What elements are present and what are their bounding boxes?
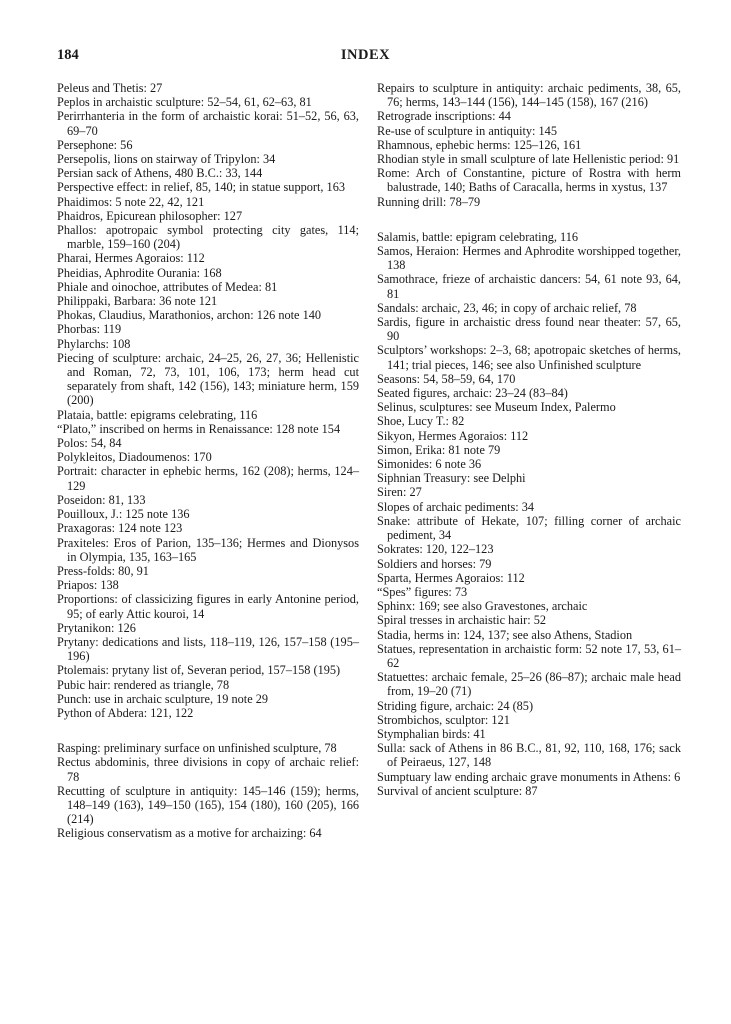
index-entry: Perspective effect: in relief, 85, 140; in statue support, 163 xyxy=(57,180,345,195)
index-entry: Samothrace, frieze of archaistic dancers: 54, 61 note 93, 64, 81 xyxy=(377,272,681,301)
index-entry: Phallos: apotropaic symbol protecting city gates, 114; marble, 159–160 (204) xyxy=(57,223,359,252)
index-entry: Persian sack of Athens, 480 B.C.: 33, 144 xyxy=(57,166,263,181)
index-entry: Prytanikon: 126 xyxy=(57,620,136,635)
index-entry: Press-folds: 80, 91 xyxy=(57,563,149,578)
index-entry: Snake: attribute of Hekate, 107; filling corner of archaic pediment, 34 xyxy=(377,513,681,543)
index-entry: Sardis, figure in archaistic dress found near theater: 57, 65, 90 xyxy=(377,315,681,344)
index-entry: Phiale and oinochoe, attributes of Medea: 81 xyxy=(57,279,278,294)
index-entry: Priapos: 138 xyxy=(57,578,119,593)
index-entry: Phylarchs: 108 xyxy=(57,336,131,351)
index-entry: Sikyon, Hermes Agoraios: 112 xyxy=(377,428,529,443)
index-entry: Persephone: 56 xyxy=(57,137,133,152)
index-entry: Plataia, battle: epigrams celebrating, 116 xyxy=(57,407,258,422)
index-entry: Survival of ancient sculpture: 87 xyxy=(377,783,538,798)
index-entry: Perirrhanteria in the form of archaistic korai: 51–52, 56, 63, 69–70 xyxy=(57,109,359,138)
index-entry: Pheidias, Aphrodite Ourania: 168 xyxy=(57,265,222,280)
index-entry: Siphnian Treasury: see Delphi xyxy=(377,471,526,486)
index-entry: Phokas, Claudius, Marathonios, archon: 126 note 140 xyxy=(57,308,322,323)
index-entry: Pharai, Hermes Agoraios: 112 xyxy=(57,251,205,266)
index-entry: Strombichos, sculptor: 121 xyxy=(377,712,510,727)
page-number: 184 xyxy=(57,47,79,63)
index-entry: Peleus and Thetis: 27 xyxy=(57,81,163,95)
index-entry: Siren: 27 xyxy=(377,485,422,500)
index-entry: Philippaki, Barbara: 36 note 121 xyxy=(57,294,218,309)
index-entry: Praxagoras: 124 note 123 xyxy=(57,521,183,536)
index-entry: Statuettes: archaic female, 25–26 (86–87); archaic male head from, 19–20 (71) xyxy=(377,670,681,699)
index-entry: Shoe, Lucy T.: 82 xyxy=(377,414,465,429)
index-entry: Rectus abdominis, three divisions in copy of archaic relief: 78 xyxy=(57,755,359,784)
index-entry: Persepolis, lions on stairway of Tripylon: 34 xyxy=(57,152,276,167)
index-entry: Retrograde inscriptions: 44 xyxy=(377,109,511,124)
index-group-p xyxy=(57,81,359,720)
index-entry: Rasping: preliminary surface on unfinished sculpture, 78 xyxy=(57,741,337,756)
index-entry: Phaidimos: 5 note 22, 42, 121 xyxy=(57,194,205,209)
index-entry: Rhodian style in small sculpture of late Hellenistic period: 91 xyxy=(377,152,680,167)
index-entry: “Plato,” inscribed on herms in Renaissance: 128 note 154 xyxy=(57,421,341,436)
index-entry: Re-use of sculpture in antiquity: 145 xyxy=(377,123,557,138)
index-entry: Repairs to sculpture in antiquity: archaic pediments, 38, 65, 76; herms, 143–144 (156), 144–145 (158), 167 (216) xyxy=(377,81,681,110)
index-entry: Selinus, sculptures: see Museum Index, Palermo xyxy=(377,400,616,415)
index-entry: Prytany: dedications and lists, 118–119, 126, 157–158 (195–196) xyxy=(57,634,359,664)
index-entry: Stymphalian birds: 41 xyxy=(377,726,486,741)
index-entry: Religious conservatism as a motive for archaizing: 64 xyxy=(57,826,322,841)
running-head: INDEX xyxy=(340,47,391,63)
index-entry: Sokrates: 120, 122–123 xyxy=(377,542,494,557)
index-entry: Peplos in archaistic sculpture: 52–54, 61, 62–63, 81 xyxy=(57,95,312,110)
index-entry: Slopes of archaic pediments: 34 xyxy=(377,499,535,514)
index-entry: Praxiteles: Eros of Parion, 135–136; Hermes and Dionysos in Olympia, 135, 163–165 xyxy=(57,535,359,564)
index-entry: Sculptors’ workshops: 2–3, 68; apotropaic sketches of herms, 141; trial pieces, 146; see also Unfinished sculpture xyxy=(377,343,681,372)
index-entry: Sumptuary law ending archaic grave monuments in Athens: 6 xyxy=(377,769,681,784)
index-entry: Phorbas: 119 xyxy=(57,322,122,337)
index-entry: Seated figures, archaic: 23–24 (83–84) xyxy=(377,386,568,401)
index-entry: “Spes” figures: 73 xyxy=(377,584,468,599)
index-entry: Portrait: character in ephebic herms, 162 (208); herms, 124–129 xyxy=(57,464,359,493)
index-entry: Statues, representation in archaistic form: 52 note 17, 53, 61–62 xyxy=(377,641,681,670)
index-entry: Striding figure, archaic: 24 (85) xyxy=(377,698,534,713)
index-entry: Piecing of sculpture: archaic, 24–25, 26, 27, 36; Hellenistic and Roman, 72, 73, 101, 106, 173; herm head cut separately from shaft, 142 (156), 143; miniature herm, 159 (200) xyxy=(57,350,359,408)
index-entry: Sandals: archaic, 23, 46; in copy of archaic relief, 78 xyxy=(377,300,637,315)
index-entry: Simon, Erika: 81 note 79 xyxy=(377,442,501,457)
index-column-left xyxy=(57,81,359,841)
index-entry: Poseidon: 81, 133 xyxy=(57,492,146,507)
index-entry: Pouilloux, J.: 125 note 136 xyxy=(57,507,190,522)
index-entry: Rhamnous, ephebic herms: 125–126, 161 xyxy=(377,137,582,152)
index-entry: Soldiers and horses: 79 xyxy=(377,556,492,571)
index-entry: Pubic hair: rendered as triangle, 78 xyxy=(57,677,230,692)
index-entry: Polos: 54, 84 xyxy=(57,436,122,451)
index-entry: Stadia, herms in: 124, 137; see also Athens, Stadion xyxy=(377,627,633,642)
index-group-s xyxy=(377,230,681,798)
index-entry: Sphinx: 169; see also Gravestones, archaic xyxy=(377,599,588,614)
index-entry: Rome: Arch of Constantine, picture of Rostra with herm balustrade, 140; Baths of Caracalla, herms in xystus, 137 xyxy=(377,166,681,195)
index-entry: Salamis, battle: epigram celebrating, 116 xyxy=(377,229,579,244)
index-group-r xyxy=(57,741,359,840)
index-group-r-cont xyxy=(377,81,681,209)
index-entry: Python of Abdera: 121, 122 xyxy=(57,705,194,720)
index-column-right xyxy=(377,81,681,798)
index-entry: Ptolemais: prytany list of, Severan period, 157–158 (195) xyxy=(57,663,341,678)
index-entry: Sparta, Hermes Agoraios: 112 xyxy=(377,570,525,585)
index-entry: Punch: use in archaic sculpture, 19 note 29 xyxy=(57,691,269,706)
index-entry: Recutting of sculpture in antiquity: 145–146 (159); herms, 148–149 (163), 149–150 (165), 154 (180), 160 (205), 166 (214) xyxy=(57,783,359,827)
index-entry: Polykleitos, Diadoumenos: 170 xyxy=(57,450,212,465)
index-entry: Proportions: of classicizing figures in early Antonine period, 95; of early Attic kouroi, 14 xyxy=(57,592,359,621)
index-entry: Spiral tresses in archaistic hair: 52 xyxy=(377,613,547,628)
index-entry: Running drill: 78–79 xyxy=(377,194,481,209)
index-entry: Samos, Heraion: Hermes and Aphrodite worshipped together, 138 xyxy=(377,244,681,273)
index-entry: Sulla: sack of Athens in 86 B.C., 81, 92, 110, 168, 176; sack of Peiraeus, 127, 148 xyxy=(377,741,681,770)
index-entry: Seasons: 54, 58–59, 64, 170 xyxy=(377,371,516,386)
index-entry: Simonides: 6 note 36 xyxy=(377,457,482,472)
index-entry: Phaidros, Epicurean philosopher: 127 xyxy=(57,208,243,223)
